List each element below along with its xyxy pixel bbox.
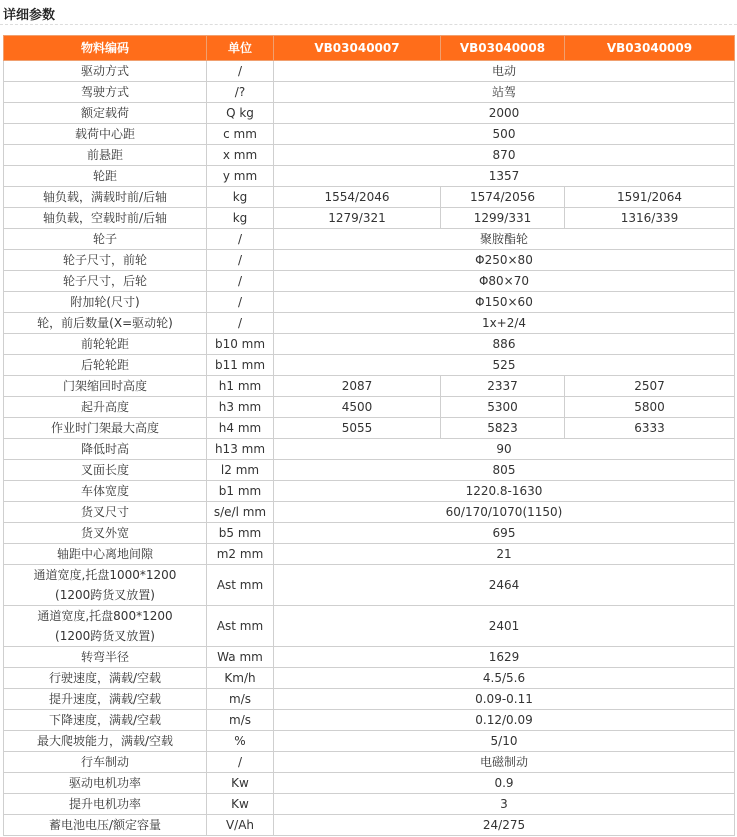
row-unit: / bbox=[207, 271, 274, 292]
row-unit: m/s bbox=[207, 710, 274, 731]
row-label-text: 附加轮(尺寸) bbox=[70, 295, 140, 309]
header-model-1: VB03040007 bbox=[274, 36, 441, 61]
row-label bbox=[4, 208, 207, 229]
row-value-shared: 1629 bbox=[274, 647, 735, 668]
row-label-text: 货叉尺寸 bbox=[80, 505, 129, 519]
row-value-shared: 870 bbox=[274, 145, 735, 166]
row-value-model-2: 1299/331 bbox=[441, 208, 565, 229]
row-label bbox=[4, 82, 207, 103]
row-label-text: 通道宽度,托盘1000*1200 bbox=[33, 568, 177, 582]
table-row bbox=[4, 376, 735, 397]
row-unit: x mm bbox=[207, 145, 274, 166]
table-row bbox=[4, 606, 735, 647]
row-label bbox=[4, 606, 207, 647]
row-value-shared: 5/10 bbox=[274, 731, 735, 752]
row-label bbox=[4, 187, 207, 208]
table-row bbox=[4, 271, 735, 292]
row-value-shared: 0.09-0.11 bbox=[274, 689, 735, 710]
row-unit: / bbox=[207, 61, 274, 82]
row-value-shared: 2401 bbox=[274, 606, 735, 647]
row-label bbox=[4, 397, 207, 418]
row-label bbox=[4, 61, 207, 82]
row-unit: / bbox=[207, 250, 274, 271]
row-value-model-3: 2507 bbox=[565, 376, 735, 397]
table-row bbox=[4, 313, 735, 334]
row-label-text: 后轮轮距 bbox=[80, 358, 129, 372]
row-value-shared: 电动 bbox=[274, 61, 735, 82]
row-label-text-line2: (1200跨货叉放置) bbox=[55, 629, 155, 643]
row-value-shared: Φ150×60 bbox=[274, 292, 735, 313]
row-value-model-1: 2087 bbox=[274, 376, 441, 397]
row-label bbox=[4, 481, 207, 502]
row-unit: Ast mm bbox=[207, 565, 274, 606]
table-row bbox=[4, 647, 735, 668]
row-value-shared: 0.9 bbox=[274, 773, 735, 794]
row-label-text: 门架缩回时高度 bbox=[62, 379, 147, 393]
table-row bbox=[4, 187, 735, 208]
header-model-2: VB03040008 bbox=[441, 36, 565, 61]
row-unit: % bbox=[207, 731, 274, 752]
row-unit: h1 mm bbox=[207, 376, 274, 397]
row-value-shared: 1x+2/4 bbox=[274, 313, 735, 334]
row-label bbox=[4, 376, 207, 397]
row-label bbox=[4, 815, 207, 836]
row-label-text: 轮子 bbox=[92, 232, 117, 246]
row-unit: kg bbox=[207, 187, 274, 208]
row-label-text: 叉面长度 bbox=[80, 463, 129, 477]
row-label bbox=[4, 794, 207, 815]
row-value-shared: 3 bbox=[274, 794, 735, 815]
table-row bbox=[4, 418, 735, 439]
row-label bbox=[4, 502, 207, 523]
table-row bbox=[4, 355, 735, 376]
row-unit: s/e/l mm bbox=[207, 502, 274, 523]
row-unit: / bbox=[207, 292, 274, 313]
row-label-text: 轮子尺寸，前轮 bbox=[62, 253, 147, 267]
row-label bbox=[4, 250, 207, 271]
row-unit: Wa mm bbox=[207, 647, 274, 668]
row-value-shared: 2000 bbox=[274, 103, 735, 124]
row-label-text: 转弯半径 bbox=[80, 650, 129, 664]
row-label-text: 前悬距 bbox=[86, 148, 123, 162]
row-unit: Q kg bbox=[207, 103, 274, 124]
row-label bbox=[4, 773, 207, 794]
row-unit: y mm bbox=[207, 166, 274, 187]
row-label-text: 前轮轮距 bbox=[80, 337, 129, 351]
row-unit: / bbox=[207, 752, 274, 773]
row-label bbox=[4, 668, 207, 689]
row-value-shared: 聚胺酯轮 bbox=[274, 229, 735, 250]
row-label-text: 起升高度 bbox=[80, 400, 129, 414]
row-unit: / bbox=[207, 229, 274, 250]
row-label-text: 驱动电机功率 bbox=[68, 776, 141, 790]
spec-table bbox=[3, 35, 735, 836]
header-unit: 单位 bbox=[207, 36, 274, 61]
row-value-model-2: 5300 bbox=[441, 397, 565, 418]
row-label-text: 额定载荷 bbox=[80, 106, 129, 120]
title-divider bbox=[0, 24, 737, 25]
row-value-shared: 站驾 bbox=[274, 82, 735, 103]
row-label-text: 降低时高 bbox=[80, 442, 129, 456]
row-label bbox=[4, 145, 207, 166]
page-title: 详细参数 bbox=[3, 8, 56, 23]
row-unit: c mm bbox=[207, 124, 274, 145]
row-unit: Km/h bbox=[207, 668, 274, 689]
row-unit: m2 mm bbox=[207, 544, 274, 565]
row-label-text: 蓄电池电压/额定容量 bbox=[48, 818, 162, 832]
row-value-shared: 24/275 bbox=[274, 815, 735, 836]
table-row bbox=[4, 565, 735, 606]
table-row bbox=[4, 397, 735, 418]
table-row bbox=[4, 731, 735, 752]
row-label-text: 提升电机功率 bbox=[68, 797, 141, 811]
row-label bbox=[4, 355, 207, 376]
row-label-text: 通道宽度,托盘800*1200 bbox=[37, 609, 173, 623]
row-value-model-3: 1316/339 bbox=[565, 208, 735, 229]
header-model-3: VB03040009 bbox=[565, 36, 735, 61]
table-row bbox=[4, 689, 735, 710]
row-label bbox=[4, 752, 207, 773]
spec-table-body bbox=[4, 61, 735, 836]
row-label bbox=[4, 334, 207, 355]
table-row bbox=[4, 61, 735, 82]
row-label bbox=[4, 544, 207, 565]
table-row bbox=[4, 460, 735, 481]
row-label bbox=[4, 710, 207, 731]
row-label-text: 行车制动 bbox=[80, 755, 129, 769]
row-value-model-3: 6333 bbox=[565, 418, 735, 439]
row-label-text: 驱动方式 bbox=[80, 64, 129, 78]
row-label-text: 提升速度，满载/空载 bbox=[48, 692, 162, 706]
row-value-shared: 1220.8-1630 bbox=[274, 481, 735, 502]
row-value-model-1: 1554/2046 bbox=[274, 187, 441, 208]
row-unit: Ast mm bbox=[207, 606, 274, 647]
row-value-model-3: 1591/2064 bbox=[565, 187, 735, 208]
table-row bbox=[4, 544, 735, 565]
row-value-shared: 1357 bbox=[274, 166, 735, 187]
row-label bbox=[4, 313, 207, 334]
row-label-text: 驾驶方式 bbox=[80, 85, 129, 99]
row-label bbox=[4, 439, 207, 460]
table-row bbox=[4, 124, 735, 145]
row-unit: / bbox=[207, 313, 274, 334]
row-value-shared: 60/170/1070(1150) bbox=[274, 502, 735, 523]
row-value-shared: 21 bbox=[274, 544, 735, 565]
table-row bbox=[4, 292, 735, 313]
row-value-model-2: 2337 bbox=[441, 376, 565, 397]
table-row bbox=[4, 752, 735, 773]
row-unit: b10 mm bbox=[207, 334, 274, 355]
row-label bbox=[4, 292, 207, 313]
table-row bbox=[4, 815, 735, 836]
row-label bbox=[4, 166, 207, 187]
table-row bbox=[4, 334, 735, 355]
row-unit: b11 mm bbox=[207, 355, 274, 376]
row-label bbox=[4, 689, 207, 710]
row-value-shared: Φ250×80 bbox=[274, 250, 735, 271]
table-row bbox=[4, 668, 735, 689]
row-label bbox=[4, 460, 207, 481]
row-label-text: 货叉外宽 bbox=[80, 526, 129, 540]
row-label-text: 轮，前后数量(X=驱动轮) bbox=[37, 316, 173, 330]
row-label-text: 车体宽度 bbox=[80, 484, 129, 498]
row-value-model-3: 5800 bbox=[565, 397, 735, 418]
row-unit: h3 mm bbox=[207, 397, 274, 418]
table-row bbox=[4, 208, 735, 229]
row-label bbox=[4, 418, 207, 439]
row-label-text: 轴负载，满载时前/后轴 bbox=[42, 190, 168, 204]
table-row bbox=[4, 523, 735, 544]
row-value-model-2: 5823 bbox=[441, 418, 565, 439]
table-row bbox=[4, 250, 735, 271]
row-unit: kg bbox=[207, 208, 274, 229]
row-label-text: 轮子尺寸，后轮 bbox=[62, 274, 147, 288]
row-label bbox=[4, 523, 207, 544]
row-label-text-line2: (1200跨货叉放置) bbox=[55, 588, 155, 602]
row-label bbox=[4, 271, 207, 292]
table-row bbox=[4, 82, 735, 103]
row-value-shared: 90 bbox=[274, 439, 735, 460]
row-unit: h13 mm bbox=[207, 439, 274, 460]
table-header-row bbox=[4, 36, 735, 61]
table-row bbox=[4, 103, 735, 124]
table-row bbox=[4, 229, 735, 250]
row-label-text: 作业时门架最大高度 bbox=[50, 421, 159, 435]
row-value-shared: Φ80×70 bbox=[274, 271, 735, 292]
row-label bbox=[4, 731, 207, 752]
row-value-model-2: 1574/2056 bbox=[441, 187, 565, 208]
row-unit: Kw bbox=[207, 794, 274, 815]
row-label bbox=[4, 565, 207, 606]
row-unit: Kw bbox=[207, 773, 274, 794]
row-label bbox=[4, 229, 207, 250]
row-label-text: 载荷中心距 bbox=[74, 127, 135, 141]
row-value-model-1: 5055 bbox=[274, 418, 441, 439]
table-row bbox=[4, 439, 735, 460]
table-row bbox=[4, 481, 735, 502]
row-value-shared: 805 bbox=[274, 460, 735, 481]
header-material-code: 物料编码 bbox=[4, 36, 207, 61]
row-value-shared: 500 bbox=[274, 124, 735, 145]
row-unit: /? bbox=[207, 82, 274, 103]
row-label-text: 行驶速度，满载/空载 bbox=[48, 671, 162, 685]
table-row bbox=[4, 502, 735, 523]
row-unit: b5 mm bbox=[207, 523, 274, 544]
row-unit: h4 mm bbox=[207, 418, 274, 439]
row-label-text: 下降速度，满载/空载 bbox=[48, 713, 162, 727]
table-row bbox=[4, 166, 735, 187]
row-label bbox=[4, 647, 207, 668]
row-label-text: 轮距 bbox=[92, 169, 117, 183]
row-value-shared: 886 bbox=[274, 334, 735, 355]
row-value-model-1: 4500 bbox=[274, 397, 441, 418]
row-value-shared: 525 bbox=[274, 355, 735, 376]
row-value-shared: 695 bbox=[274, 523, 735, 544]
row-value-shared: 2464 bbox=[274, 565, 735, 606]
row-label-text: 轴负载，空载时前/后轴 bbox=[42, 211, 168, 225]
row-value-shared: 电磁制动 bbox=[274, 752, 735, 773]
row-label bbox=[4, 124, 207, 145]
row-value-model-1: 1279/321 bbox=[274, 208, 441, 229]
row-unit: b1 mm bbox=[207, 481, 274, 502]
row-label-text: 轴距中心离地间隙 bbox=[56, 547, 153, 561]
row-unit: m/s bbox=[207, 689, 274, 710]
table-row bbox=[4, 773, 735, 794]
row-label-text: 最大爬坡能力，满载/空载 bbox=[36, 734, 174, 748]
row-value-shared: 4.5/5.6 bbox=[274, 668, 735, 689]
row-value-shared: 0.12/0.09 bbox=[274, 710, 735, 731]
row-unit: l2 mm bbox=[207, 460, 274, 481]
table-row bbox=[4, 710, 735, 731]
row-unit: V/Ah bbox=[207, 815, 274, 836]
table-row bbox=[4, 794, 735, 815]
table-row bbox=[4, 145, 735, 166]
row-label bbox=[4, 103, 207, 124]
